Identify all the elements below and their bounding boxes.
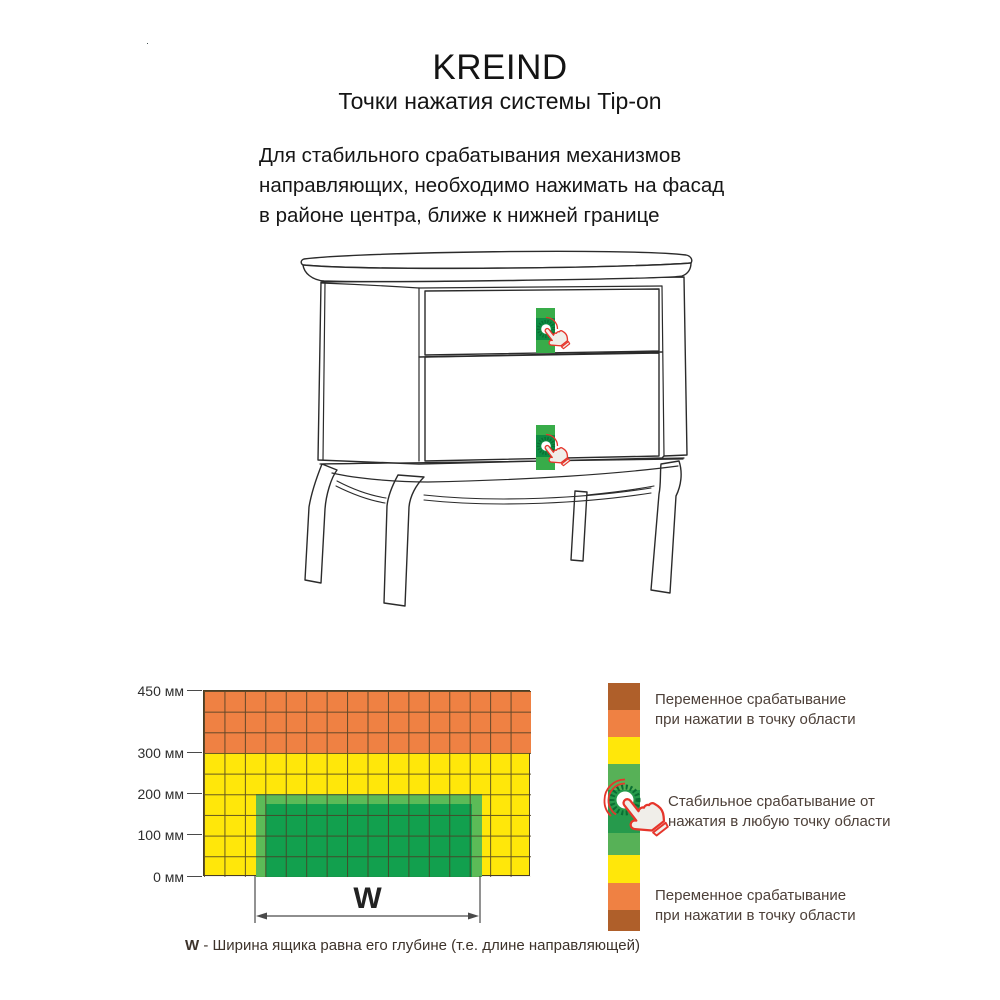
legend-item-line: при нажатии в точку области — [655, 710, 856, 728]
y-tick-line — [187, 793, 202, 794]
legend-bar-segment — [608, 683, 640, 710]
intro-line: направляющих, необходимо нажимать на фасад — [259, 174, 725, 197]
leg-front-right — [651, 461, 681, 593]
legend-bar-segment — [608, 710, 640, 737]
page-title: KREIND — [432, 48, 568, 87]
intro-line: Для стабильного срабатывания механизмов — [259, 144, 682, 167]
intro-line: в районе центра, ближе к нижней границе — [259, 204, 660, 227]
legend-item-variable-top — [655, 690, 935, 729]
legend-item-line: Переменное срабатывание — [655, 887, 847, 904]
arrowhead-right — [468, 913, 479, 920]
caption-text: - Ширина ящика равна его глубине (т.е. длине направляющей) — [199, 937, 640, 954]
leg-back-left — [305, 464, 337, 583]
legend-item-line: нажатия в любую точку области — [668, 812, 891, 830]
legend-item-variable-bottom — [655, 886, 935, 925]
press-zone-grid — [203, 690, 530, 876]
leg-front-left — [384, 475, 424, 606]
y-tick-line — [187, 752, 202, 753]
legend-item-line: Переменное срабатывание — [655, 691, 847, 708]
legend-item-line: при нажатии в точку области — [655, 906, 856, 924]
y-tick-0: 0 мм — [153, 869, 184, 885]
arrowhead-left — [256, 913, 267, 920]
y-tick-200: 200 мм — [137, 786, 184, 802]
nightstand-drawing — [288, 243, 712, 628]
stray-mark: · — [146, 38, 149, 48]
y-tick-100: 100 мм — [137, 827, 184, 843]
caption-term: W — [185, 937, 200, 954]
page-subtitle: Точки нажатия системы Tip-on — [338, 88, 662, 114]
legend-bar-segment — [608, 883, 640, 910]
legend-item-stable — [668, 792, 948, 831]
y-tick-300: 300 мм — [137, 745, 184, 761]
legend-item-line: Стабильное срабатывание от — [668, 793, 875, 810]
grid-caption — [185, 937, 640, 954]
y-tick-line — [187, 690, 202, 691]
y-tick-450: 450 мм — [137, 683, 184, 699]
cabinet-body — [318, 277, 687, 464]
grid-lines — [204, 691, 531, 877]
y-tick-line — [187, 834, 202, 835]
legend-bar-segment — [608, 910, 640, 931]
intro-text — [259, 141, 779, 231]
y-tick-line — [187, 876, 202, 877]
width-label: W — [353, 882, 382, 915]
